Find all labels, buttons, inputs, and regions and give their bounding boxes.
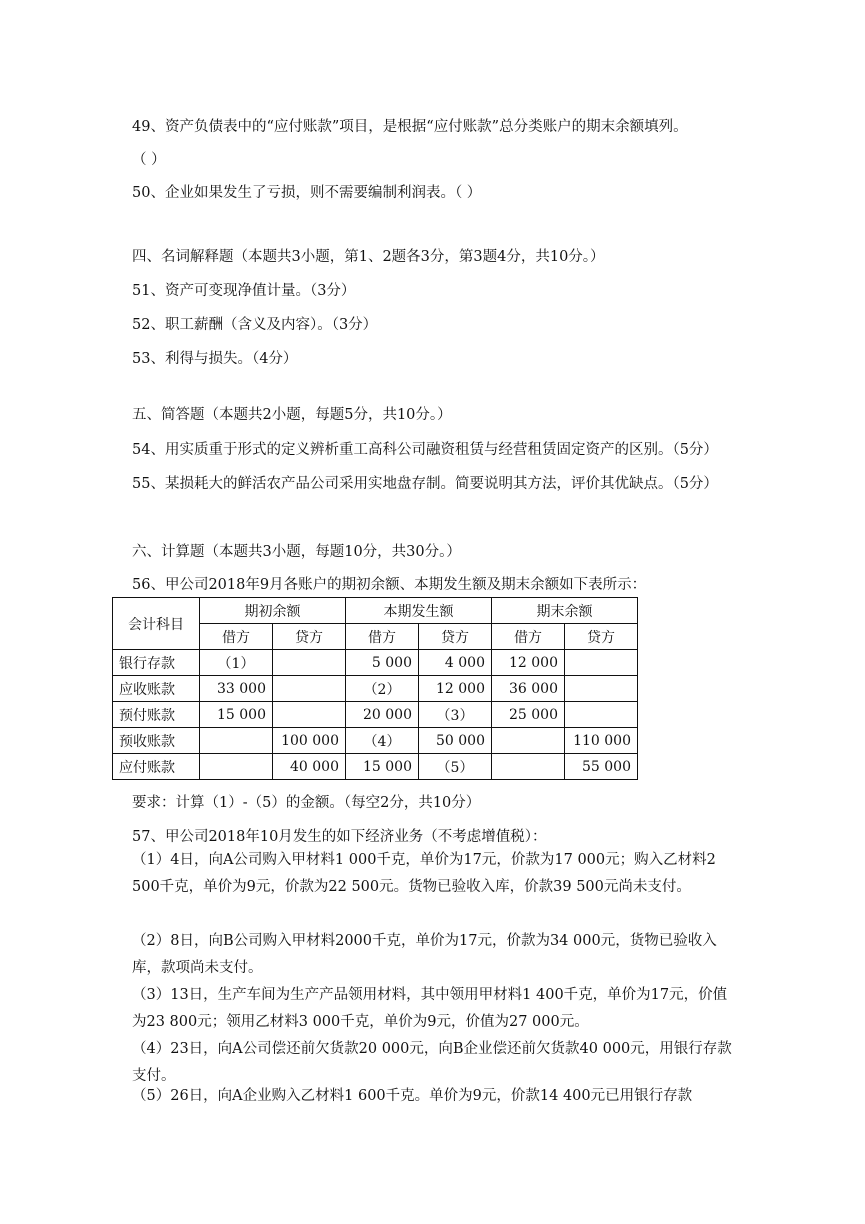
cell [200,754,273,780]
cell: 40 000 [273,754,346,780]
table-row [113,650,638,676]
header-current-amount: 本期发生额 [346,598,492,624]
cell: 4 000 [419,650,492,676]
transaction-2: （2）8日，向B公司购入甲材料2000千克，单价为17元，价款为34 000元，货物已验收入库，款项尚未支付。 [132,933,717,976]
cell [492,754,565,780]
cell: 5 000 [346,650,419,676]
cell: 12 000 [492,650,565,676]
transaction-1: （1）4日，向A公司购入甲材料1 000千克，单价为17元，价款为17 000元；购入乙材料2 500千克，单价为9元，价款为22 500元。货物已验收入库，价款39 500元尚未支付。 [132,852,716,895]
header-credit: 贷方 [273,624,346,650]
question-52: 52、职工薪酬（含义及内容）。（3分） [132,317,378,333]
header-debit: 借方 [492,624,565,650]
header-credit: 贷方 [419,624,492,650]
section-5-heading: 五、简答题（本题共2小题，每题5分，共10分。） [132,407,452,423]
cell [565,702,638,728]
cell: （5） [419,754,492,780]
table-row [113,676,638,702]
cell [565,676,638,702]
cell: 20 000 [346,702,419,728]
cell: 36 000 [492,676,565,702]
question-56: 56、甲公司2018年9月各账户的期初余额、本期发生额及期末余额如下表所示： [132,577,647,593]
cell [273,676,346,702]
row-subject: 预付账款 [113,702,200,728]
cell: 110 000 [565,728,638,754]
cell [492,728,565,754]
cell: 12 000 [419,676,492,702]
question-54: 54、用实质重于形式的定义辨析重工高科公司融资租赁与经营租赁固定资产的区别。（5分） [132,442,718,458]
question-55: 55、某损耗大的鲜活农产品公司采用实地盘存制。简要说明其方法，评价其优缺点。（5分） [132,476,718,492]
question-49-answer-bracket: （ ） [132,152,166,168]
cell [273,702,346,728]
header-closing-balance: 期末余额 [492,598,638,624]
row-subject: 应付账款 [113,754,200,780]
row-subject: 银行存款 [113,650,200,676]
account-balance-table [112,597,638,780]
question-50: 50、企业如果发生了亏损，则不需要编制利润表。（ ） [132,185,482,201]
cell: （3） [419,702,492,728]
cell: 25 000 [492,702,565,728]
header-subject: 会计科目 [113,598,200,650]
transaction-3: （3）13日，生产车间为生产产品领用材料，其中领用甲材料1 400千克，单价为17元，价值为23 800元；领用乙材料3 000千克，单价为9元，价值为27 000元。 [132,987,728,1030]
header-opening-balance: 期初余额 [200,598,346,624]
cell [273,650,346,676]
cell [200,728,273,754]
transaction-5: （5）26日，向A企业购入乙材料1 600千克。单价为9元，价款14 400元已用银行存款 [132,1088,693,1104]
question-57: 57、甲公司2018年10月发生的如下经济业务（不考虑增值税）： [132,829,547,845]
header-credit: 贷方 [565,624,638,650]
cell: 15 000 [346,754,419,780]
table-row [113,702,638,728]
table-row [113,728,638,754]
question-53: 53、利得与损失。（4分） [132,351,298,367]
table-row [113,754,638,780]
cell: 55 000 [565,754,638,780]
question-49: 49、资产负债表中的“应付账款”项目，是根据“应付账款”总分类账户的期末余额填列。 [132,119,688,135]
cell: （2） [346,676,419,702]
cell: 33 000 [200,676,273,702]
header-debit: 借方 [346,624,419,650]
cell: 15 000 [200,702,273,728]
cell: 50 000 [419,728,492,754]
row-subject: 应收账款 [113,676,200,702]
cell: （4） [346,728,419,754]
cell [565,650,638,676]
header-debit: 借方 [200,624,273,650]
transaction-4: （4）23日，向A公司偿还前欠货款20 000元，向B企业偿还前欠货款40 000元，用银行存款支付。 [132,1041,732,1084]
row-subject: 预收账款 [113,728,200,754]
cell: （1） [200,650,273,676]
cell: 100 000 [273,728,346,754]
question-51: 51、资产可变现净值计量。（3分） [132,283,356,299]
section-6-heading: 六、计算题（本题共3小题，每题10分，共30分。） [132,544,461,560]
requirement-56: 要求：计算（1）-（5）的金额。（每空2分，共10分） [132,795,481,811]
section-4-heading: 四、名词解释题（本题共3小题，第1、2题各3分，第3题4分，共10分。） [132,249,605,265]
